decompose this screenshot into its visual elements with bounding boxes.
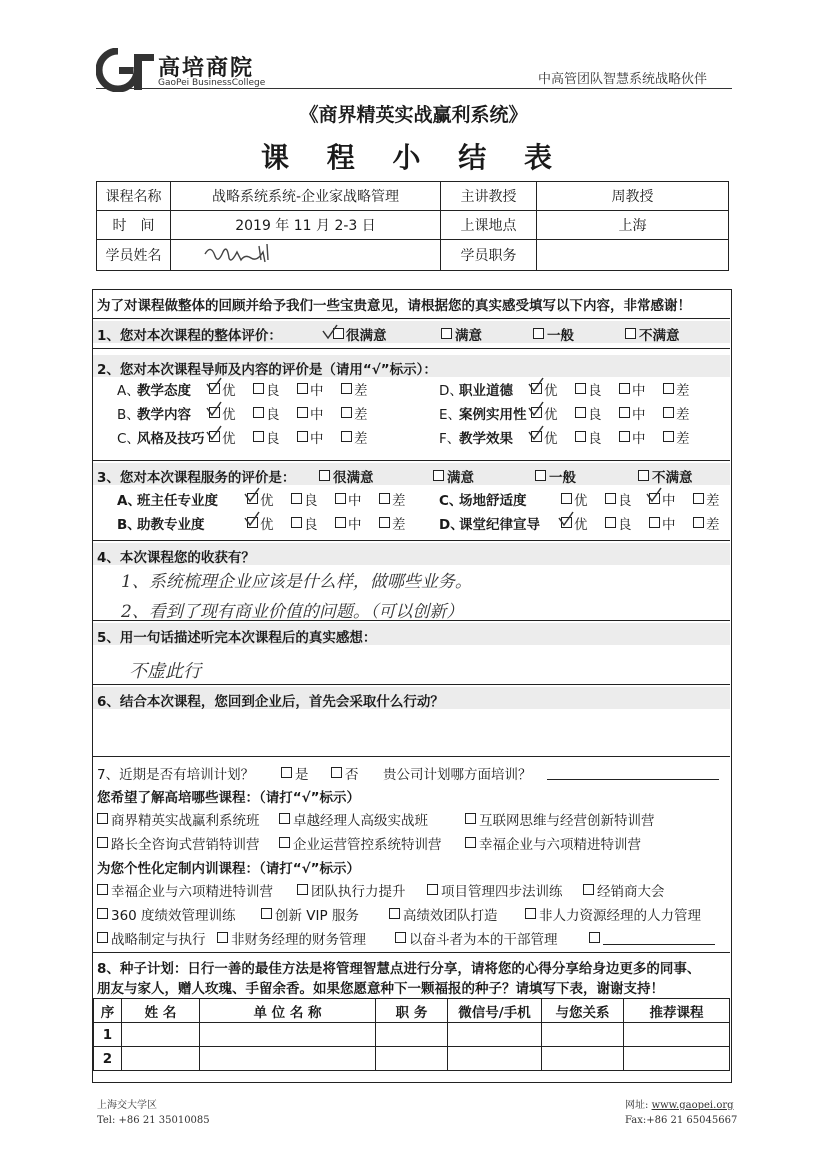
q4-label: 4、本次课程您的收获有？ bbox=[97, 550, 255, 566]
q2-grade-label: 良 bbox=[588, 431, 602, 447]
q3-check-mark-icon bbox=[243, 510, 261, 528]
q1-option-average: 一般 bbox=[547, 328, 574, 344]
q2-item-prefix: C、 bbox=[117, 431, 140, 447]
seed-row-index: 2 bbox=[94, 1047, 122, 1071]
q2-grade-label: 优 bbox=[544, 383, 558, 399]
place-value[interactable]: 上海 bbox=[537, 211, 729, 240]
lecturer-label: 主讲教授 bbox=[441, 182, 537, 211]
student-position-label: 学员职务 bbox=[441, 240, 537, 271]
custom-course-checkbox[interactable] bbox=[97, 932, 108, 943]
seed-table-header-row bbox=[94, 999, 730, 1023]
q3-grade-checkbox[interactable] bbox=[335, 493, 346, 504]
q3-grade-checkbox[interactable] bbox=[693, 517, 704, 528]
document-subtitle: 《商界精英实战赢利系统》 bbox=[299, 104, 528, 126]
q3-check-mark-icon bbox=[645, 486, 663, 504]
seed-cell[interactable] bbox=[376, 1023, 448, 1047]
q3-item-prefix: C、 bbox=[439, 493, 463, 509]
q2-grade-label: 中 bbox=[310, 407, 324, 423]
seed-cell[interactable] bbox=[542, 1047, 624, 1071]
q3-item-prefix: A、 bbox=[117, 493, 141, 509]
courses-label: 您希望了解高培哪些课程：（请打“√”标示） bbox=[97, 790, 360, 806]
seed-header-course: 推荐课程 bbox=[624, 999, 730, 1023]
q2-grade-label: 差 bbox=[676, 383, 690, 399]
q3-item-name: 助教专业度 bbox=[137, 517, 205, 533]
custom-course-item: 项目管理四步法训练 bbox=[441, 884, 563, 900]
footer-web-label: 网址: bbox=[625, 1100, 649, 1111]
course-item: 企业运营管控系统特训营 bbox=[293, 837, 442, 853]
q3-grade-label: 良 bbox=[304, 517, 318, 533]
q3-grade-label: 差 bbox=[706, 493, 720, 509]
q5-label: 5、用一句话描述听完本次课程后的真实感想： bbox=[97, 630, 377, 646]
course-checkbox[interactable] bbox=[97, 837, 108, 848]
q7-label: 7、近期是否有培训计划？ bbox=[97, 767, 255, 783]
q2-grade-label: 优 bbox=[222, 431, 236, 447]
q3-grade-label: 优 bbox=[574, 493, 588, 509]
q2-grade-label: 差 bbox=[354, 431, 368, 447]
q3-option-average: 一般 bbox=[549, 470, 576, 486]
course-item: 互联网思维与经营创新特训营 bbox=[479, 813, 655, 829]
course-item: 卓越经理人高级实战班 bbox=[293, 813, 428, 829]
place-label: 上课地点 bbox=[441, 211, 537, 240]
footer-fax: Fax:+86 21 65045667 bbox=[625, 1115, 738, 1126]
q3-checkbox-very-satisfied[interactable] bbox=[319, 470, 330, 481]
q1-check-mark-icon bbox=[321, 323, 339, 341]
q2-grade-checkbox[interactable] bbox=[297, 383, 308, 394]
q7-option-yes: 是 bbox=[295, 767, 309, 783]
section-q4 bbox=[93, 540, 730, 620]
custom-course-checkbox[interactable] bbox=[97, 884, 108, 895]
q2-item-name: 教学内容 bbox=[137, 407, 191, 423]
feedback-form bbox=[92, 289, 732, 1083]
q2-grade-label: 良 bbox=[588, 383, 602, 399]
custom-course-item: 创新 VIP 服务 bbox=[275, 908, 359, 924]
q3-grade-label: 良 bbox=[618, 517, 632, 533]
q2-item-name: 职业道德 bbox=[459, 383, 513, 399]
seed-cell[interactable] bbox=[542, 1023, 624, 1047]
q2-grade-checkbox[interactable] bbox=[663, 407, 674, 418]
seed-cell[interactable] bbox=[122, 1023, 200, 1047]
custom-course-checkbox[interactable] bbox=[589, 932, 600, 943]
lecturer-value[interactable]: 周教授 bbox=[537, 182, 729, 211]
q2-grade-label: 优 bbox=[544, 407, 558, 423]
q2-grade-label: 良 bbox=[588, 407, 602, 423]
custom-course-checkbox[interactable] bbox=[427, 884, 438, 895]
q3-grade-label: 中 bbox=[662, 517, 676, 533]
q1-option-satisfied: 满意 bbox=[455, 328, 482, 344]
seed-header-name: 姓 名 bbox=[122, 999, 200, 1023]
q2-check-mark-icon bbox=[527, 400, 545, 418]
custom-course-item: 幸福企业与六项精进特训营 bbox=[111, 884, 273, 900]
footer-tel: Tel: +86 21 35010085 bbox=[97, 1115, 210, 1126]
q2-grade-checkbox[interactable] bbox=[663, 431, 674, 442]
custom-course-checkbox[interactable] bbox=[261, 908, 272, 919]
section-q3 bbox=[93, 460, 730, 536]
q2-item-name: 教学态度 bbox=[137, 383, 191, 399]
footer-website-link[interactable]: www.gaopei.org bbox=[651, 1100, 734, 1111]
q3-item-name: 课堂纪律宣导 bbox=[459, 517, 540, 533]
q3-option-satisfied: 满意 bbox=[447, 470, 474, 486]
q3-grade-checkbox[interactable] bbox=[605, 517, 616, 528]
q2-grade-checkbox[interactable] bbox=[341, 407, 352, 418]
section-q2 bbox=[93, 348, 730, 458]
q2-item-prefix: F、 bbox=[439, 431, 461, 447]
seed-cell[interactable] bbox=[624, 1047, 730, 1071]
custom-course-item: 非人力资源经理的人力管理 bbox=[539, 908, 701, 924]
q2-grade-label: 差 bbox=[676, 431, 690, 447]
custom-course-checkbox[interactable] bbox=[525, 908, 536, 919]
course-checkbox[interactable] bbox=[465, 813, 476, 824]
custom-course-checkbox[interactable] bbox=[395, 932, 406, 943]
seed-cell[interactable] bbox=[376, 1047, 448, 1071]
student-name-label: 学员姓名 bbox=[97, 240, 171, 271]
header-divider bbox=[96, 88, 732, 89]
q2-grade-checkbox[interactable] bbox=[619, 383, 630, 394]
gaopei-logo-icon bbox=[96, 48, 156, 92]
seed-cell[interactable] bbox=[448, 1047, 542, 1071]
q8-intro-line-2: 朋友与家人，赠人玫瑰、手留余香。如果您愿意种下一颗福报的种子？请填写下表，谢谢支持！ bbox=[97, 981, 664, 997]
signature-scribble bbox=[201, 240, 281, 266]
q3-grade-label: 差 bbox=[392, 493, 406, 509]
q2-check-mark-icon bbox=[527, 376, 545, 394]
custom-course-checkbox[interactable] bbox=[97, 908, 108, 919]
course-name-value[interactable]: 战略系统系统-企业家战略管理 bbox=[171, 182, 441, 211]
table-row bbox=[94, 1023, 730, 1047]
seed-plan-table bbox=[93, 998, 730, 1071]
footer-address bbox=[97, 1098, 210, 1128]
q3-grade-label: 优 bbox=[574, 517, 588, 533]
custom-course-item: 高绩效团队打造 bbox=[403, 908, 498, 924]
section-q1 bbox=[93, 318, 730, 344]
q3-check-mark-icon bbox=[557, 510, 575, 528]
student-name-value[interactable] bbox=[171, 240, 441, 271]
footer-contact bbox=[625, 1098, 737, 1128]
course-checkbox[interactable] bbox=[279, 837, 290, 848]
q3-item-name: 场地舒适度 bbox=[459, 493, 527, 509]
q2-grade-label: 中 bbox=[310, 383, 324, 399]
course-checkbox[interactable] bbox=[97, 813, 108, 824]
custom-course-item: 非财务经理的财务管理 bbox=[231, 932, 366, 948]
q2-grade-label: 差 bbox=[676, 407, 690, 423]
q2-grade-label: 差 bbox=[354, 407, 368, 423]
q2-grade-checkbox[interactable] bbox=[663, 383, 674, 394]
q2-grade-label: 良 bbox=[266, 431, 280, 447]
q3-grade-label: 优 bbox=[260, 517, 274, 533]
q3-grade-label: 差 bbox=[706, 517, 720, 533]
custom-course-checkbox[interactable] bbox=[297, 884, 308, 895]
q5-answer[interactable]: 不虚此行 bbox=[129, 661, 201, 682]
q2-item-prefix: B、 bbox=[117, 407, 140, 423]
q2-grade-checkbox[interactable] bbox=[297, 431, 308, 442]
q2-grade-checkbox[interactable] bbox=[575, 431, 586, 442]
q2-item-prefix: E、 bbox=[439, 407, 462, 423]
logo bbox=[96, 48, 296, 92]
q2-grade-checkbox[interactable] bbox=[619, 431, 630, 442]
q2-item-name: 案例实用性 bbox=[459, 407, 527, 423]
custom-course-item: 经销商大会 bbox=[597, 884, 665, 900]
q3-grade-checkbox[interactable] bbox=[561, 493, 572, 504]
course-checkbox[interactable] bbox=[279, 813, 290, 824]
q2-check-mark-icon bbox=[205, 424, 223, 442]
q3-grade-label: 中 bbox=[348, 517, 362, 533]
seed-cell[interactable] bbox=[122, 1047, 200, 1071]
custom-course-checkbox[interactable] bbox=[217, 932, 228, 943]
q4-answer-line-1[interactable]: 1、系统梳理企业应该是什么样，做哪些业务。 bbox=[121, 572, 472, 592]
q3-checkbox-average[interactable] bbox=[535, 470, 546, 481]
logo-text-en: GaoPei BusinessCollege bbox=[158, 78, 266, 88]
custom-course-item: 以奋斗者为本的干部管理 bbox=[409, 932, 558, 948]
q3-option-unsatisfied: 不满意 bbox=[652, 470, 693, 486]
q3-grade-checkbox[interactable] bbox=[379, 493, 390, 504]
course-item: 幸福企业与六项精进特训营 bbox=[479, 837, 641, 853]
custom-course-other-input[interactable] bbox=[603, 944, 715, 945]
q7-checkbox-no[interactable] bbox=[331, 767, 342, 778]
custom-courses-label: 为您个性化定制内训课程：（请打“√”标示） bbox=[97, 861, 360, 877]
q3-grade-label: 差 bbox=[392, 517, 406, 533]
document-title: 课 程 小 结 表 bbox=[261, 141, 566, 174]
custom-course-checkbox[interactable] bbox=[389, 908, 400, 919]
q7-checkbox-yes[interactable] bbox=[281, 767, 292, 778]
q2-check-mark-icon bbox=[205, 400, 223, 418]
q7-option-no: 否 bbox=[345, 767, 359, 783]
q2-grade-checkbox[interactable] bbox=[253, 431, 264, 442]
q1-label: 1、您对本次课程的整体评价： bbox=[97, 328, 282, 344]
section-q6 bbox=[93, 684, 730, 754]
q2-grade-label: 优 bbox=[544, 431, 558, 447]
q2-grade-checkbox[interactable] bbox=[297, 407, 308, 418]
q2-grade-label: 良 bbox=[266, 407, 280, 423]
q1-option-very-satisfied: 很满意 bbox=[346, 328, 387, 344]
q2-grade-checkbox[interactable] bbox=[253, 383, 264, 394]
q7-aspect-input[interactable] bbox=[547, 779, 719, 780]
custom-course-item: 团队执行力提升 bbox=[311, 884, 406, 900]
seed-cell[interactable] bbox=[448, 1023, 542, 1047]
logo-text-cn: 高培商院 bbox=[158, 55, 255, 81]
seed-row-index: 1 bbox=[94, 1023, 122, 1047]
q2-grade-label: 中 bbox=[632, 431, 646, 447]
q2-grade-checkbox[interactable] bbox=[341, 431, 352, 442]
form-intro: 为了对课程做整体的回顾并给予我们一些宝贵意见，请根据您的真实感受填写以下内容，非常感谢！ bbox=[97, 298, 691, 314]
q2-grade-label: 良 bbox=[266, 383, 280, 399]
q2-check-mark-icon bbox=[205, 376, 223, 394]
q3-grade-checkbox[interactable] bbox=[649, 517, 660, 528]
time-value[interactable]: 2019 年 11 月 2-3 日 bbox=[171, 211, 441, 240]
section-q5 bbox=[93, 620, 730, 680]
q3-grade-label: 中 bbox=[662, 493, 676, 509]
q1-checkbox-satisfied[interactable] bbox=[441, 328, 452, 339]
custom-course-item: 战略制定与执行 bbox=[111, 932, 206, 948]
table-row bbox=[94, 1047, 730, 1071]
seed-cell[interactable] bbox=[624, 1023, 730, 1047]
q3-item-prefix: D、 bbox=[439, 517, 464, 533]
footer-campus: 上海交大学区 bbox=[97, 1100, 157, 1111]
q4-answer-line-2[interactable]: 2、看到了现有商业价值的问题。（可以创新） bbox=[121, 602, 464, 622]
q3-grade-checkbox[interactable] bbox=[335, 517, 346, 528]
q2-label: 2、您对本次课程导师及内容的评价是（请用“√”标示）： bbox=[97, 362, 437, 378]
q3-grade-label: 良 bbox=[304, 493, 318, 509]
custom-course-item: 360 度绩效管理训练 bbox=[111, 908, 236, 924]
course-item: 路长全咨询式营销特训营 bbox=[111, 837, 260, 853]
q3-item-name: 班主任专业度 bbox=[137, 493, 218, 509]
student-position-value[interactable] bbox=[537, 240, 729, 271]
q3-grade-label: 优 bbox=[260, 493, 274, 509]
q2-grade-label: 优 bbox=[222, 407, 236, 423]
q3-option-very-satisfied: 很满意 bbox=[333, 470, 374, 486]
q2-grade-checkbox[interactable] bbox=[253, 407, 264, 418]
q7-aspect-label: 贵公司计划哪方面培训？ bbox=[383, 767, 532, 783]
q2-item-name: 教学效果 bbox=[459, 431, 513, 447]
seed-cell[interactable] bbox=[200, 1047, 376, 1071]
q3-checkbox-satisfied[interactable] bbox=[433, 470, 444, 481]
seed-header-wechat: 微信号/手机 bbox=[448, 999, 542, 1023]
q2-grade-label: 差 bbox=[354, 383, 368, 399]
q8-intro-line-1: 8、种子计划：日行一善的最佳方法是将管理智慧点进行分享，请将您的心得分享给身边更多的同事、 bbox=[97, 961, 701, 977]
q1-checkbox-unsatisfied[interactable] bbox=[625, 328, 636, 339]
time-label: 时 间 bbox=[97, 211, 171, 240]
q2-grade-label: 中 bbox=[632, 383, 646, 399]
tagline: 中高管团队智慧系统战略伙伴 bbox=[538, 72, 708, 87]
q3-item-prefix: B、 bbox=[117, 517, 141, 533]
q3-grade-label: 中 bbox=[348, 493, 362, 509]
q3-checkbox-unsatisfied[interactable] bbox=[638, 470, 649, 481]
q3-grade-checkbox[interactable] bbox=[379, 517, 390, 528]
q2-check-mark-icon bbox=[527, 424, 545, 442]
q2-item-prefix: D、 bbox=[439, 383, 463, 399]
seed-header-company: 单 位 名 称 bbox=[200, 999, 376, 1023]
seed-cell[interactable] bbox=[200, 1023, 376, 1047]
q2-grade-checkbox[interactable] bbox=[575, 407, 586, 418]
q3-label: 3、您对本次课程服务的评价是： bbox=[97, 470, 296, 486]
q3-grade-checkbox[interactable] bbox=[291, 493, 302, 504]
seed-header-relation: 与您关系 bbox=[542, 999, 624, 1023]
course-name-label: 课程名称 bbox=[97, 182, 171, 211]
q3-grade-checkbox[interactable] bbox=[291, 517, 302, 528]
q2-grade-checkbox[interactable] bbox=[341, 383, 352, 394]
course-item: 商界精英实战赢利系统班 bbox=[111, 813, 260, 829]
q2-grade-label: 中 bbox=[632, 407, 646, 423]
q2-grade-checkbox[interactable] bbox=[619, 407, 630, 418]
custom-course-checkbox[interactable] bbox=[583, 884, 594, 895]
seed-header-position: 职 务 bbox=[376, 999, 448, 1023]
q1-checkbox-average[interactable] bbox=[533, 328, 544, 339]
q3-grade-checkbox[interactable] bbox=[693, 493, 704, 504]
section-q7 bbox=[93, 756, 730, 948]
course-checkbox[interactable] bbox=[465, 837, 476, 848]
q2-grade-label: 优 bbox=[222, 383, 236, 399]
q3-grade-checkbox[interactable] bbox=[605, 493, 616, 504]
q3-grade-label: 良 bbox=[618, 493, 632, 509]
q1-option-unsatisfied: 不满意 bbox=[639, 328, 680, 344]
q2-grade-checkbox[interactable] bbox=[575, 383, 586, 394]
q6-label: 6、结合本次课程，您回到企业后，首先会采取什么行动？ bbox=[97, 694, 444, 710]
q2-item-prefix: A、 bbox=[117, 383, 140, 399]
seed-header-index: 序 bbox=[94, 999, 122, 1023]
q3-check-mark-icon bbox=[243, 486, 261, 504]
course-info-table bbox=[96, 181, 729, 271]
q2-grade-label: 中 bbox=[310, 431, 324, 447]
q2-item-name: 风格及技巧 bbox=[137, 431, 205, 447]
